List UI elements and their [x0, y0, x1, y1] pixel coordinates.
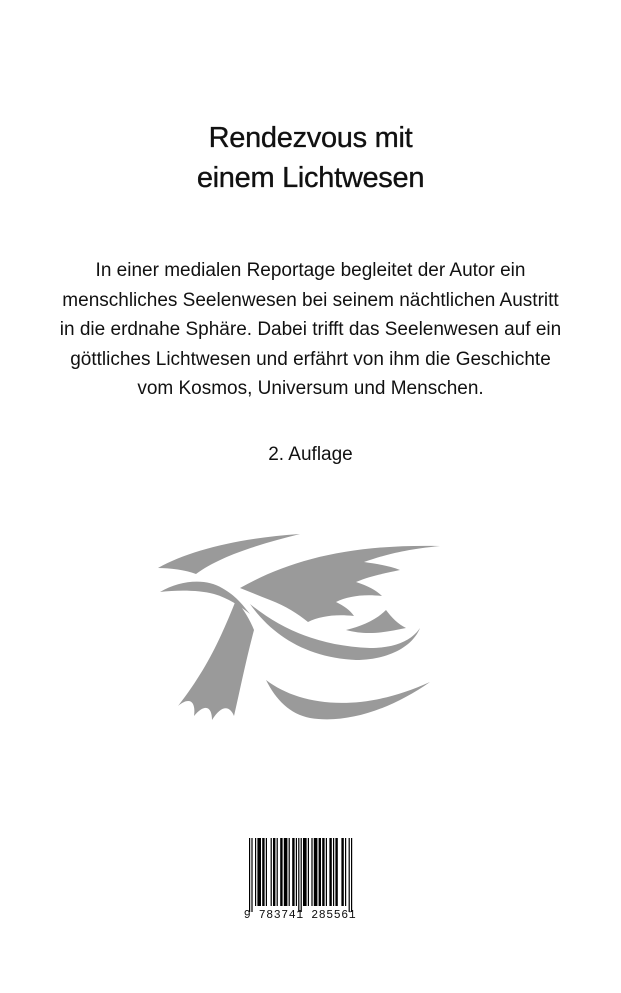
- barcode-bar: [262, 838, 264, 906]
- blurb-line-3: in die erdnahe Sphäre. Dabei trifft das Seelenwesen auf ein: [59, 319, 562, 340]
- barcode-bar: [255, 838, 256, 906]
- barcode-bar: [349, 838, 350, 912]
- barcode-bar: [351, 838, 352, 912]
- barcode-bar: [329, 838, 331, 906]
- barcode-bar: [322, 838, 324, 906]
- barcode-bar: [335, 838, 337, 906]
- barcode-bar: [301, 838, 302, 912]
- barcode-bar: [308, 838, 309, 906]
- blurb-line-4: göttliches Lichtwesen und erfährt von ihm die Geschichte: [70, 348, 551, 370]
- barcode-bar: [303, 838, 307, 906]
- barcode-bar: [345, 838, 346, 906]
- barcode-icon: [241, 836, 361, 912]
- blurb-text: [0, 256, 621, 404]
- barcode-bar: [284, 838, 288, 906]
- barcode-bar: [333, 838, 334, 906]
- barcode-bar: [266, 838, 267, 906]
- barcode-bar: [277, 838, 278, 906]
- barcode-bar: [298, 838, 299, 912]
- dove-icon: [150, 530, 450, 720]
- barcode-bar: [273, 838, 275, 906]
- blurb-line-2: menschliches Seelenwesen bei seinem nächtlichen Austritt: [62, 289, 559, 311]
- barcode-bar: [319, 838, 321, 906]
- blurb-line-1: In einer medialen Reportage begleitet der Autor ein: [95, 260, 526, 281]
- barcode-bar: [311, 838, 312, 906]
- book-title: [0, 118, 621, 198]
- barcode-bar: [314, 838, 318, 906]
- title-line-2: einem Lichtwesen: [196, 162, 425, 194]
- barcode-bar: [280, 838, 282, 906]
- isbn-number: 9 783741 285561: [243, 909, 357, 922]
- title-line-1: Rendezvous mit: [208, 122, 413, 154]
- barcode-bar: [249, 838, 250, 912]
- blurb-line-5: vom Kosmos, Universum und Menschen.: [137, 378, 484, 399]
- edition-label: 2. Auflage: [268, 444, 353, 465]
- barcode-bar: [292, 838, 294, 906]
- barcode-bar: [251, 838, 252, 912]
- barcode-bar: [271, 838, 272, 906]
- barcode-bar: [341, 838, 343, 906]
- barcode-bar: [257, 838, 261, 906]
- barcode-bar: [296, 838, 297, 906]
- barcode-bar: [326, 838, 327, 906]
- barcode-bar: [289, 838, 290, 906]
